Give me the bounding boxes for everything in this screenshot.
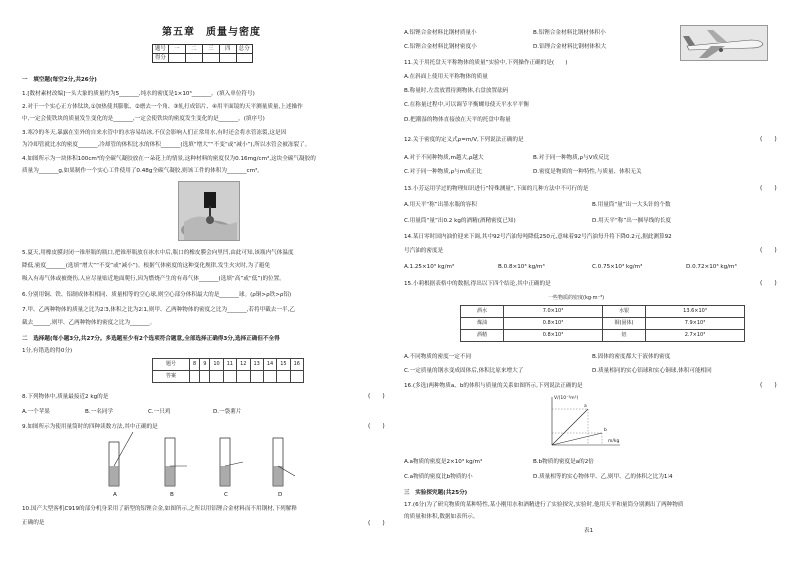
score-cell[interactable] [202, 54, 219, 63]
question-13: 13.小芳运用学过的物理知识进行“特殊测量”,下面的几种方法中不可行的是 [404, 186, 589, 192]
question-8: 8.下列物体中,质量最接近2 kg的是 [22, 394, 109, 400]
answer-cell: 题号 [153, 359, 190, 371]
q9-option-c: C [224, 492, 228, 498]
q16-option-a: A.a物质的密度是2×10³ kg/m³ [404, 459, 483, 465]
answer-cell[interactable] [200, 371, 210, 383]
question-7-line1: 7.甲、乙两种物体的质量之比为2∶3,体积之比为2∶1,则甲、乙两种物体的密度之比为_______,若将甲截去一半,乙 [22, 307, 295, 313]
score-cell[interactable] [168, 54, 185, 63]
q10-option-c: C.铝锂合金材料比钢材密度小 [404, 44, 477, 50]
score-table [152, 44, 253, 63]
answer-cell: 13 [250, 359, 263, 371]
q13-option-a: A.用天平“称”出墨水瓶的容积 [404, 202, 477, 208]
graph-x-label: m/kg [608, 439, 620, 444]
score-cell: 三 [202, 45, 219, 54]
section-2-title-cont: 1分,有错选的得0分) [22, 348, 73, 354]
question-12: 12.关于密度的定义式ρ=m/V,下列说法正确的是 [404, 137, 524, 143]
graduated-cylinders-diagram [95, 432, 305, 490]
answer-paren: ( ) [368, 423, 385, 430]
volume-mass-graph [540, 393, 630, 453]
answer-cell[interactable] [263, 371, 276, 383]
q11-option-c: C.在称量过程中,可以调节平衡螺母使天平水平平衡 [404, 102, 529, 108]
q11-option-b: B.称量时,左盘放置待测物体,右盘放置砝码 [404, 88, 509, 94]
q8-option-a: A.一个苹果 [22, 409, 50, 415]
q14-option-d: D.0.72×10³ kg/m³ [686, 264, 737, 270]
question-4-line1: 4.如图所示为一块体积100cm³的全碳气凝胶放在一朵花上的情景,这种材料的密度仅为0.16mg/cm³,这块全碳气凝胶的 [22, 156, 316, 162]
question-6: 6.分别用铜、铁、铝制成体积相同、质量相等的空心球,则空心部分体积最大的是_______球。(ρ铜>ρ铁>ρ铝) [22, 292, 292, 298]
q12-option-d: D.密度是物质的一种特性,与质量、体积无关 [533, 169, 642, 175]
question-14-line1: 14.某日零时国内油价迎来下调,其中92号汽油每吨降低250元,意味着92号汽油每升将下降0.2元,据此测算92 [404, 234, 672, 240]
density-table-title: 一些物质的密度(kg·m⁻³) [548, 295, 605, 301]
answer-paren: ( ) [760, 185, 777, 192]
table-row [461, 330, 745, 342]
score-cell[interactable] [236, 54, 252, 63]
answer-cell: 12 [237, 359, 250, 371]
table-cell: 水银 [603, 306, 646, 318]
table-cell: 酒精 [461, 330, 504, 342]
table-caption: 表1 [584, 528, 594, 534]
q8-option-d: D.一袋薯片 [213, 409, 242, 415]
answer-cell[interactable] [210, 371, 223, 383]
q15-option-d: D.质量相同的实心铝球和实心铜球,体积可能相同 [592, 368, 712, 374]
question-16: 16.(多选)两种物质a、b的体积与质量的关系如图所示,下列说法正确的是 [404, 383, 583, 389]
table-cell: 0.8×10³ [504, 318, 603, 330]
score-cell: 一 [168, 45, 185, 54]
score-cell: 二 [185, 45, 202, 54]
density-table [460, 305, 745, 342]
answer-cell: 14 [263, 359, 276, 371]
answer-cell: 11 [223, 359, 236, 371]
answer-paren: ( ) [760, 280, 777, 287]
table-cell: 铜(固体) [603, 318, 646, 330]
graph-line-b-label: b [604, 428, 607, 433]
answer-cell[interactable] [237, 371, 250, 383]
q12-option-c: C.对于同一种物质,ρ与m成正比 [404, 169, 482, 175]
q14-option-a: A.1.25×10³ kg/m³ [404, 264, 455, 270]
section-1-title: 一 填空题(每空2分,共26分) [22, 77, 97, 83]
question-3-line2: 为冷却管就比水的密度_______,冷却管的体积比水的体积_______(选填“增大”“不变”或“减小”),所以水管会被冻裂了。 [22, 142, 311, 148]
graph-y-label: V/(10⁻³m³) [554, 396, 579, 401]
question-5-line3: 吸入有毒气体或被烧伤,人应尽量贴近地面爬行,因为燃烧产生的有毒气体_______(选填“高”或“低”)的位置。 [22, 276, 285, 282]
score-cell: 总分 [236, 45, 252, 54]
answer-paren: ( ) [760, 247, 777, 254]
answer-paren: ( ) [760, 382, 777, 389]
q15-option-b: B.固体的密度都大于液体的密度 [592, 354, 671, 360]
q9-option-a: A [113, 492, 117, 498]
question-10-line1: 10.国产大型客机C919的部分机身采用了新型的铝锂合金,如图所示,之所以用铝锂合金材料而不用钢材,下列解释 [22, 506, 297, 512]
question-17-line2: 的质量和体积,数据如表所示。 [404, 514, 479, 520]
q8-option-b: B.一名同学 [85, 409, 113, 415]
section-3-title: 三 实验探究题(共25分) [404, 490, 468, 496]
graph-line-a-label: a [584, 404, 587, 409]
aerogel-flower-photo [178, 181, 240, 241]
question-7-line2: 截去______,则甲、乙两种物体的密度之比为_______。 [22, 320, 156, 326]
score-cell[interactable] [185, 54, 202, 63]
question-4-line2: 质量为_______g,如果制作一个实心工件使用了0.48g全碳气凝胶,则该工件的体积为_______cm³。 [22, 168, 263, 174]
table-cell: 煤油 [461, 318, 504, 330]
table-cell: 酒水 [461, 306, 504, 318]
answer-cell: 16 [290, 359, 303, 371]
question-9: 9.如图所示为使用量筒时的四种读数方法,其中正确的是 [22, 424, 158, 430]
question-10-line2: 正确的是 [22, 520, 45, 526]
question-14-line2: 号汽油的密度是 [404, 248, 444, 254]
answer-table [152, 358, 304, 383]
question-5-line1: 5.夏天,用橡皮膜封闭一锥形瓶的瓶口,把锥形瓶放在冰水中后,瓶口的橡皮膜会向里凹,由此可知,该瓶内气体温度 [22, 250, 294, 256]
q9-option-b: B [170, 492, 174, 498]
answer-cell: 答案 [153, 371, 190, 383]
q12-option-a: A.对于不同种物质,m越大,ρ越大 [404, 155, 484, 161]
q10-option-d: D.铝锂合金材料比钢材体积大 [533, 44, 607, 50]
answer-cell: 10 [210, 359, 223, 371]
q14-option-b: B.0.8×10³ kg/m³ [498, 264, 545, 270]
section-2-title: 二 选择题(每小题3分,共27分。多选题至少有2个选项符合题意,全部选择正确得3分,选择正确但不全得 [22, 336, 280, 342]
q15-option-a: A.不同物质的密度一定不同 [404, 354, 472, 360]
score-cell: 题号 [153, 45, 169, 54]
question-15: 15.小莉根据表格中的数据,得出以下四个结论,其中正确的是 [404, 281, 551, 287]
q11-option-a: A.在斜面上使用天平称物体的质量 [404, 74, 488, 80]
table-row [461, 318, 745, 330]
q9-option-d: D [278, 492, 283, 498]
table-cell: 13.6×10³ [646, 306, 745, 318]
score-cell[interactable] [219, 54, 236, 63]
c919-airplane-photo [680, 25, 768, 61]
question-2-line2: 中,一定会使铁块的质量发生变化的是_______,一定会使铁块的密度发生变化的是_______。(填序号) [22, 116, 265, 122]
q10-option-a: A.铝锂合金材料比钢材质量小 [404, 30, 477, 36]
question-17-line1: 17.(6分)为了研究物质的某种特性,某小刚用水和酒精进行了实验探究,实验时,他用天平和量筒分别测出了两种物质 [404, 502, 684, 508]
answer-cell[interactable] [277, 371, 290, 383]
q16-option-c: C.a物质的密度比b物质的小 [404, 474, 473, 480]
answer-cell[interactable] [190, 371, 200, 383]
table-row [461, 306, 745, 318]
answer-cell: 8 [190, 359, 200, 371]
q15-option-c: C.一定质量的钢水变成固体后,体积比原来增大了 [404, 368, 524, 374]
answer-cell[interactable] [290, 371, 303, 383]
answer-cell: 15 [277, 359, 290, 371]
q13-option-c: C.用量筒“量”出0.2 kg的酒精(酒精密度已知) [404, 218, 516, 224]
q16-option-b: B.b物质的密度是a的2倍 [533, 459, 594, 465]
question-2-line1: 2.对于一个实心正方体钛块,①加热使其膨胀、②磨去一个角、③轧打成铝片、④用平面镜的天平测量质量,上述操作 [22, 104, 303, 110]
q13-option-d: D.用天平“称”出一捆导线的长度 [592, 218, 672, 224]
q11-option-d: D.把潮湿的物体直接放在天平的托盘中称量 [404, 117, 511, 123]
question-11: 11.关于用托盘天平称物体的质量”实验中,下列操作正确的是( ) [404, 60, 568, 66]
question-3-line1: 3.寒冷的冬天,暴露在室外的自来水管中的水容易结冰,不仅会影响人们正常用水,有时还会将水管冻裂,这是因 [22, 130, 287, 136]
q8-option-c: C.一只鸡 [148, 409, 171, 415]
answer-cell[interactable] [250, 371, 263, 383]
q10-option-b: B.铝锂合金材料比钢材体积小 [533, 30, 606, 36]
page-title: 第五章 质量与密度 [162, 27, 261, 38]
answer-cell: 9 [200, 359, 210, 371]
table-cell: 7.0×10³ [504, 306, 603, 318]
question-5-line2: 降低,密度_______(选填“增大”“不变”或“减小”)。根据气体密度的这种变化规律,发生火灾时,为了避免 [22, 263, 271, 269]
q13-option-b: B.用量筒“量”出一大头针的个数 [592, 202, 671, 208]
answer-paren: ( ) [368, 520, 385, 527]
q12-option-b: B.对于同一种物质,ρ与V成反比 [533, 155, 610, 161]
score-cell: 四 [219, 45, 236, 54]
answer-paren: ( ) [368, 393, 385, 400]
table-cell: 2.7×10³ [646, 330, 745, 342]
table-cell: 7.9×10³ [646, 318, 745, 330]
table-cell: 铝 [603, 330, 646, 342]
q16-option-d: D.质量相等的实心物体甲、乙,则甲、乙的体积之比为1∶4 [533, 474, 673, 480]
answer-paren: ( ) [760, 136, 777, 143]
q14-option-c: C.0.75×10³ kg/m³ [592, 264, 643, 270]
table-cell: 0.8×10³ [504, 330, 603, 342]
question-1: 1.[数材素材改编]一头大象的质量约为5_______,纯水的密度是1×10³_______。(填入单位符号) [22, 91, 255, 97]
answer-cell[interactable] [223, 371, 236, 383]
score-cell: 得分 [153, 54, 169, 63]
